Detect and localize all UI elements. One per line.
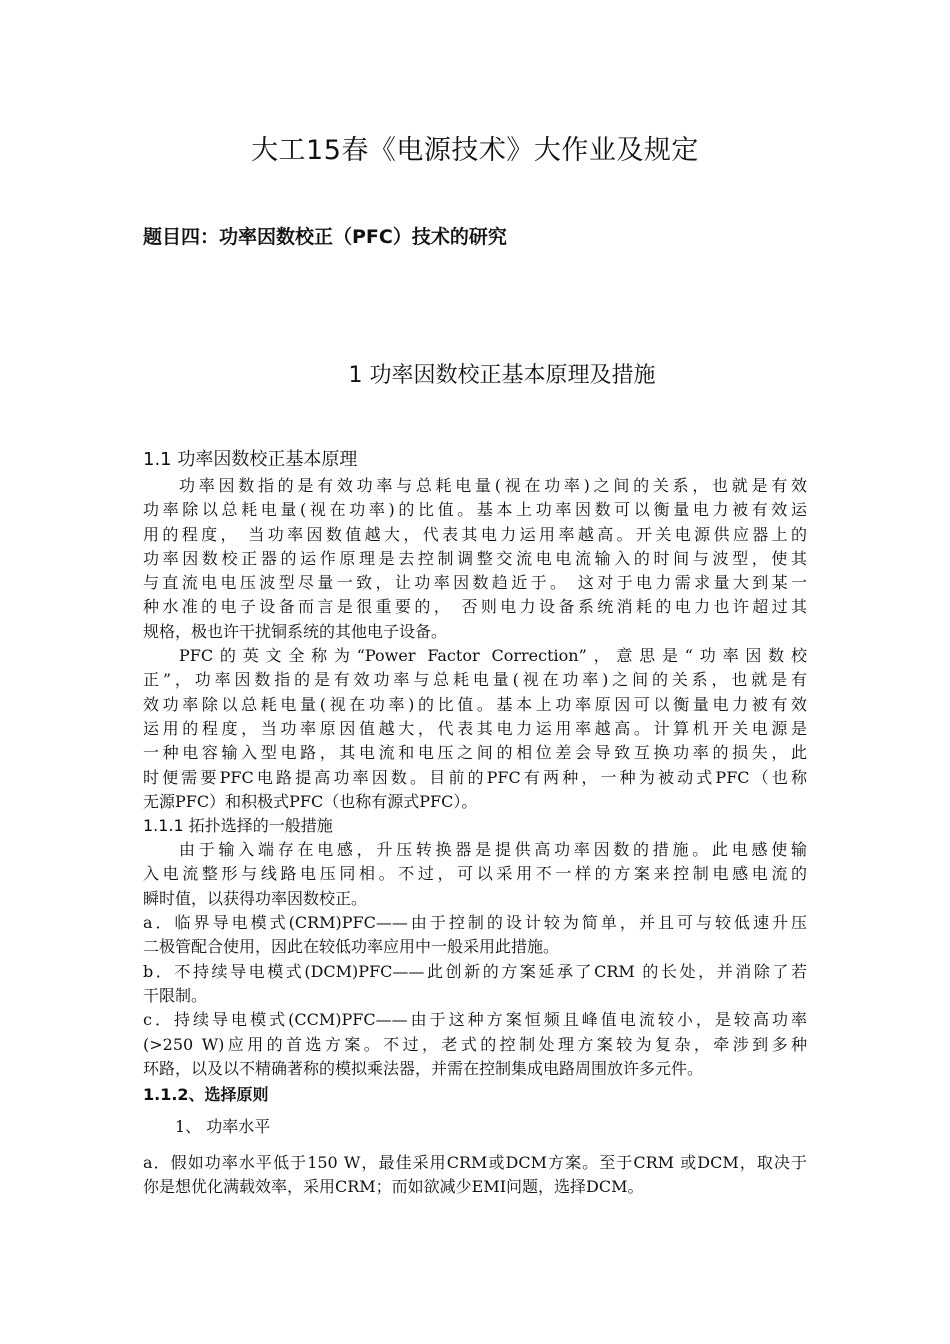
chapter-heading: 1 功率因数校正基本原理及措施 — [348, 363, 656, 388]
text-line: PFC的英文全称为“Power Factor Correction”，意思是“功率因数校 — [179, 646, 807, 666]
text-line: 与直流电电压波型尽量一致，让功率因数趋近于。 这对于电力需求量大到某一 — [143, 573, 807, 593]
text-line: 由于输入端存在电感，升压转换器是提供高功率因数的措施。此电感使输 — [179, 840, 807, 860]
text-line: 一种电容输入型电路，其电流和电压之间的相位差会导致互换功率的损失，此 — [143, 743, 807, 763]
text-line: 种水准的电子设备而言是很重要的， 否则电力设备系统消耗的电力也许超过其 — [143, 597, 807, 617]
text-line: (>250 W)应用的首选方案。不过，老式的控制处理方案较为复杂，牵涉到多种 — [143, 1034, 807, 1054]
text-line: a．临界导电模式(CRM)PFC——由于控制的设计较为简单，并且可与较低速升压 — [143, 913, 807, 933]
list-item-a — [143, 911, 807, 960]
text-line: 规格，极也许干扰铜系统的其他电子设备。 — [143, 621, 448, 641]
section-heading-1-1-1: 1.1.1 拓扑选择的一般措施 — [143, 816, 333, 836]
list-item-power-a — [143, 1151, 807, 1200]
text-line: 时便需要PFC电路提高功率因数。目前的PFC有两种，一种为被动式PFC（也称 — [143, 767, 807, 787]
question-heading: 题目四：功率因数校正（PFC）技术的研究 — [143, 226, 507, 248]
text-line: a．假如功率水平低于150 W，最佳采用CRM或DCM方案。至于CRM 或DCM，取决于 — [143, 1153, 807, 1173]
text-line: 效功率除以总耗电量(视在功率)的比值。基本上功率原因可以衡量电力被有效 — [143, 694, 807, 714]
paragraph-1-1-a — [143, 474, 807, 644]
text-line: c．持续导电模式(CCM)PFC——由于这种方案恒频且峰值电流较小，是较高功率 — [143, 1010, 807, 1030]
text-line: 入电流整形与线路电压同相。不过，可以采用不一样的方案来控制电感电流的 — [143, 864, 807, 884]
list-item-b — [143, 960, 807, 1009]
text-line: 功率因数指的是有效功率与总耗电量(视在功率)之间的关系，也就是有效 — [179, 476, 807, 495]
document-title: 大工15春《电源技术》大作业及规定 — [251, 135, 699, 166]
section-heading-1-1: 1.1 功率因数校正基本原理 — [143, 449, 358, 470]
paragraph-1-1-1 — [143, 838, 807, 911]
text-line: 二极管配合使用，因此在较低功率应用中一般采用此措施。 — [143, 937, 560, 957]
list-item-c — [143, 1008, 807, 1081]
section-heading-1-1-2: 1.1.2、选择原则 — [143, 1085, 269, 1105]
text-line: 正”，功率因数指的是有效功率与总耗电量(视在功率)之间的关系，也就是有 — [143, 670, 807, 690]
text-line: b．不持续导电模式(DCM)PFC——此创新的方案延承了CRM 的长处，并消除了若 — [143, 961, 807, 981]
text-line: 功率因数校正器的运作原理是去控制调整交流电电流输入的时间与波型，使其 — [143, 548, 807, 568]
text-line: 你是想优化满载效率，采用CRM；而如欲减少EMI问题，选择DCM。 — [143, 1177, 644, 1197]
text-line: 用的程度， 当功率因数值越大，代表其电力运用率越高。开关电源供应器上的 — [143, 524, 807, 544]
text-line: 瞬时值，以获得功率因数校正。 — [143, 888, 368, 908]
text-line: 无源PFC）和积极式PFC（也称有源式PFC）。 — [143, 791, 478, 811]
document-body — [143, 446, 807, 1200]
text-line: 环路，以及以不精确著称的模拟乘法器，并需在控制集成电路周围放许多元件。 — [143, 1058, 704, 1078]
text-line: 干限制。 — [143, 985, 208, 1005]
text-line: 运用的程度，当功率原因值越大，代表其电力运用率越高。计算机开关电源是 — [143, 718, 807, 738]
numbered-item-1: 1、 功率水平 — [175, 1117, 271, 1137]
text-line: 功率除以总耗电量(视在功率)的比值。基本上功率因数可以衡量电力被有效运 — [143, 500, 807, 520]
paragraph-1-1-b — [143, 644, 807, 814]
